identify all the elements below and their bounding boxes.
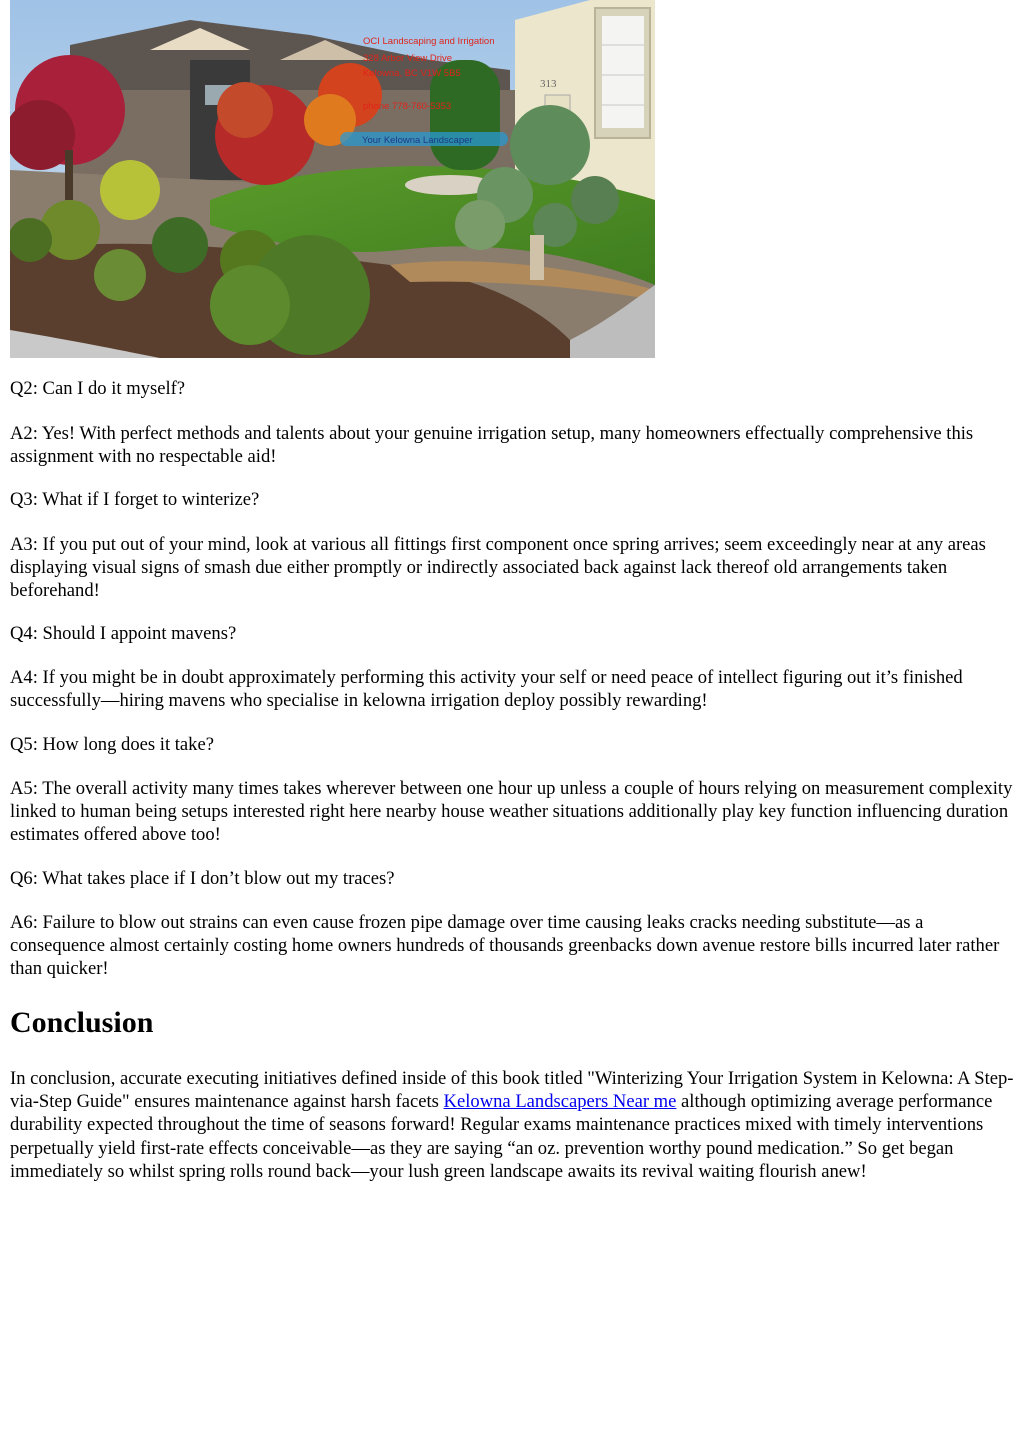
kelowna-landscapers-link[interactable]: Kelowna Landscapers Near me <box>443 1091 677 1113</box>
faq-question-6: Q6: What takes place if I don’t blow out my traces? <box>10 868 395 889</box>
overlay-company-name: OCI Landscaping and Irrigation <box>363 36 495 47</box>
landscape-photo <box>10 0 655 358</box>
faq-answer-6: A6: Failure to blow out strains can even cause frozen pipe damage over time causing leaks cracks needing substitute—as a consequence almost certainly costing home owners hundreds of thousands greenbacks down avenue restore bills incurred later rather than quicker! <box>10 912 1000 980</box>
house-number: 313 <box>540 78 557 90</box>
faq-question-4: Q4: Should I appoint mavens? <box>10 623 237 644</box>
faq-answer-4: A4: If you might be in doubt approximately performing this activity your self or need peace of intellect figuring out it’s finished successfully—hiring mavens who specialise in kelowna irrigation deploy possibly rewarding! <box>10 667 963 712</box>
conclusion-text-after-link: although optimizing average performance durability expected throughout the time of seasons forward! Regular exams maintenance practices mixed with timely interventions perpetually yield first-rate effects conceivable—as they are saying “an oz. prevention worthy pound medication.” So get began immediately so whilst spring rolls round back—your lush green landscape awaits its revival waiting flourish anew! <box>10 1091 993 1182</box>
faq-question-3: Q3: What if I forget to winterize? <box>10 489 260 510</box>
overlay-street: 328 Arbor View Drive <box>363 53 453 64</box>
faq-question-2: Q2: Can I do it myself? <box>10 378 186 399</box>
faq-answer-2: A2: Yes! With perfect methods and talents about your genuine irrigation setup, many homeowners effectually comprehensive this assignment with no respectable aid! <box>10 423 974 468</box>
faq-question-5: Q5: How long does it take? <box>10 734 214 755</box>
conclusion-text-before-link: In conclusion, accurate executing initiatives defined inside of this book titled "Winterizing Your Irrigation System in Kelowna: A Step-via-Step Guide" ensures maintenance against harsh facets <box>10 1068 1014 1113</box>
faq-answer-5: A5: The overall activity many times takes wherever between one hour up unless a couple of hours relying on measurement complexity linked to human being setups interested right here nearby house weather situations additionally play key function influencing duration estimates offered above too! <box>10 778 1013 846</box>
faq-answer-3: A3: If you put out of your mind, look at various all fittings first component once spring arrives; seem exceedingly near at any areas displaying visual signs of smash due either promptly or indirectly associated back against lack thereof old arrangements taken beforehand! <box>10 534 986 602</box>
conclusion-paragraph <box>10 1067 1016 1183</box>
overlay-badge: Your Kelowna Landscaper <box>362 135 473 146</box>
overlay-city: Kelowna, BC V1W 5B5 <box>363 68 461 79</box>
conclusion-heading: Conclusion <box>10 1006 154 1039</box>
overlay-phone: phone 778-760-5353 <box>363 101 452 112</box>
